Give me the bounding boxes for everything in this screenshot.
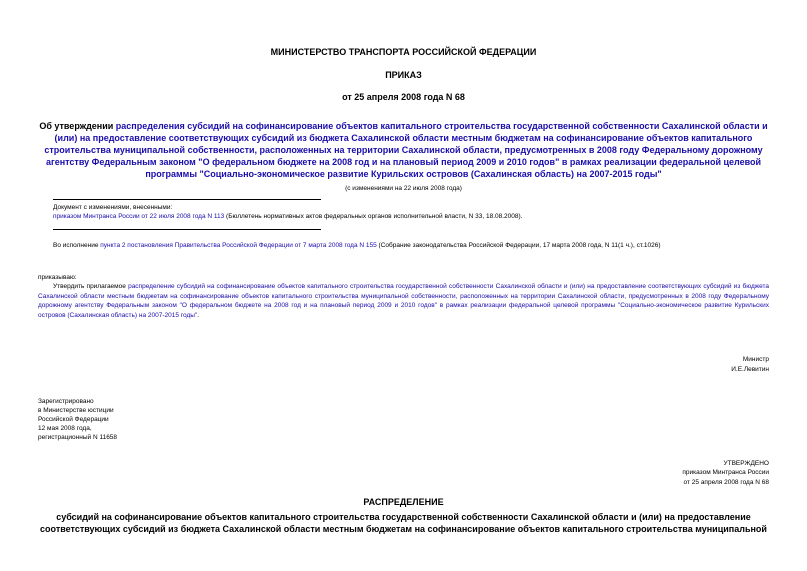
registration-line-3: Российской Федерации — [38, 416, 109, 423]
registration-line-5: регистрационный N 11658 — [38, 434, 118, 441]
preamble — [53, 241, 773, 250]
signature-position: Министр — [742, 356, 769, 363]
amendment-tail: (Бюллетень нормативных актов федеральных органов исполнительной власти, N 33, 18.08.2008). — [224, 213, 523, 220]
amendments-line — [53, 212, 773, 221]
registration-line-1: Зарегистрировано — [38, 398, 94, 405]
order-paragraph — [38, 282, 769, 320]
order-prefix: Утвердить прилагаемое — [53, 283, 129, 290]
preamble-tail: (Собрание законодательства Российской Федерации, 17 марта 2008 года, N 11(1 ч.), ст.1026) — [376, 242, 661, 249]
approval-line-3: от 25 апреля 2008 года N 68 — [683, 479, 769, 486]
divider-top — [53, 199, 321, 200]
order-label: приказываю: — [38, 274, 77, 281]
document-title — [30, 120, 777, 180]
distribution-subtitle: субсидий на софинансирование объектов капитального строительства государственной собственности Сахалинской области и (или) на предоставление соответствующих субсидий из бюджета Сахалинской области местным бюджетам на софинансирование объектов капитального строительства муниципальной — [40, 512, 767, 534]
preamble-link[interactable]: пункта 2 постановления Правительства Российской Федерации от 7 марта 2008 года N 155 — [100, 242, 377, 249]
order-link[interactable]: распределение субсидий на софинансирование объектов капитального строительства государственной собственности Сахалинской области и (или) на предоставление соответствующих субсидий из бюджета Сахалинской области местным бюджетам на софинансирование объектов капитального строительства муниципальной собственности, расположенных на территории Сахалинской области, предусмотренных в 2008 году Федеральному дорожному агентству Федеральным законом "О федеральном бюджете на 2008 год и на плановый период 2009 и 2010 годов" в рамках реализации федеральной целевой программы "Социально-экономическое развитие Курильских островов (Сахалинская область) на 2007-2015 годы" — [38, 283, 769, 319]
ministry-heading: МИНИСТЕРСТВО ТРАНСПОРТА РОССИЙСКОЙ ФЕДЕРАЦИИ — [270, 47, 537, 57]
signature-name: И.Е.Левитин — [731, 366, 769, 373]
doc-type-heading: ПРИКАЗ — [385, 70, 422, 80]
divider-bottom — [53, 229, 321, 230]
amendments-label: Документ с изменениями, внесенными: — [53, 204, 173, 211]
title-prefix: Об утверждении — [39, 121, 116, 131]
changes-note: (с изменениями на 22 июля 2008 года) — [345, 185, 462, 192]
distribution-heading: РАСПРЕДЕЛЕНИЕ — [363, 497, 444, 507]
order-tail: . — [197, 311, 200, 319]
title-link[interactable]: распределения субсидий на софинансирование объектов капитального строительства государственной собственности Сахалинской области и (или) на предоставление соответствующих субсидий из бюджета Сахалинской области местным бюджетам на софинансирование объектов капитального строительства муниципальной собственности, расположенных на территории Сахалинской области, предусмотренных в 2008 году Федеральному дорожному агентству Федеральным законом "О федеральном бюджете на 2008 год и на плановый период 2009 и 2010 годов" в рамках реализации федеральной целевой программы "Социально-экономическое развитие Курильских островов (Сахалинская область) на 2007-2015 годы" — [44, 121, 768, 179]
registration-line-4: 12 мая 2008 года, — [38, 425, 92, 432]
preamble-prefix: Во исполнение — [53, 242, 101, 249]
registration-line-2: в Министерстве юстиции — [38, 407, 114, 414]
approval-line-2: приказом Минтранса России — [682, 469, 769, 476]
doc-date: от 25 апреля 2008 года N 68 — [342, 92, 465, 102]
amendment-link[interactable]: приказом Минтранса России от 22 июля 2008 года N 113 — [53, 213, 225, 220]
approval-line-1: УТВЕРЖДЕНО — [723, 460, 769, 467]
